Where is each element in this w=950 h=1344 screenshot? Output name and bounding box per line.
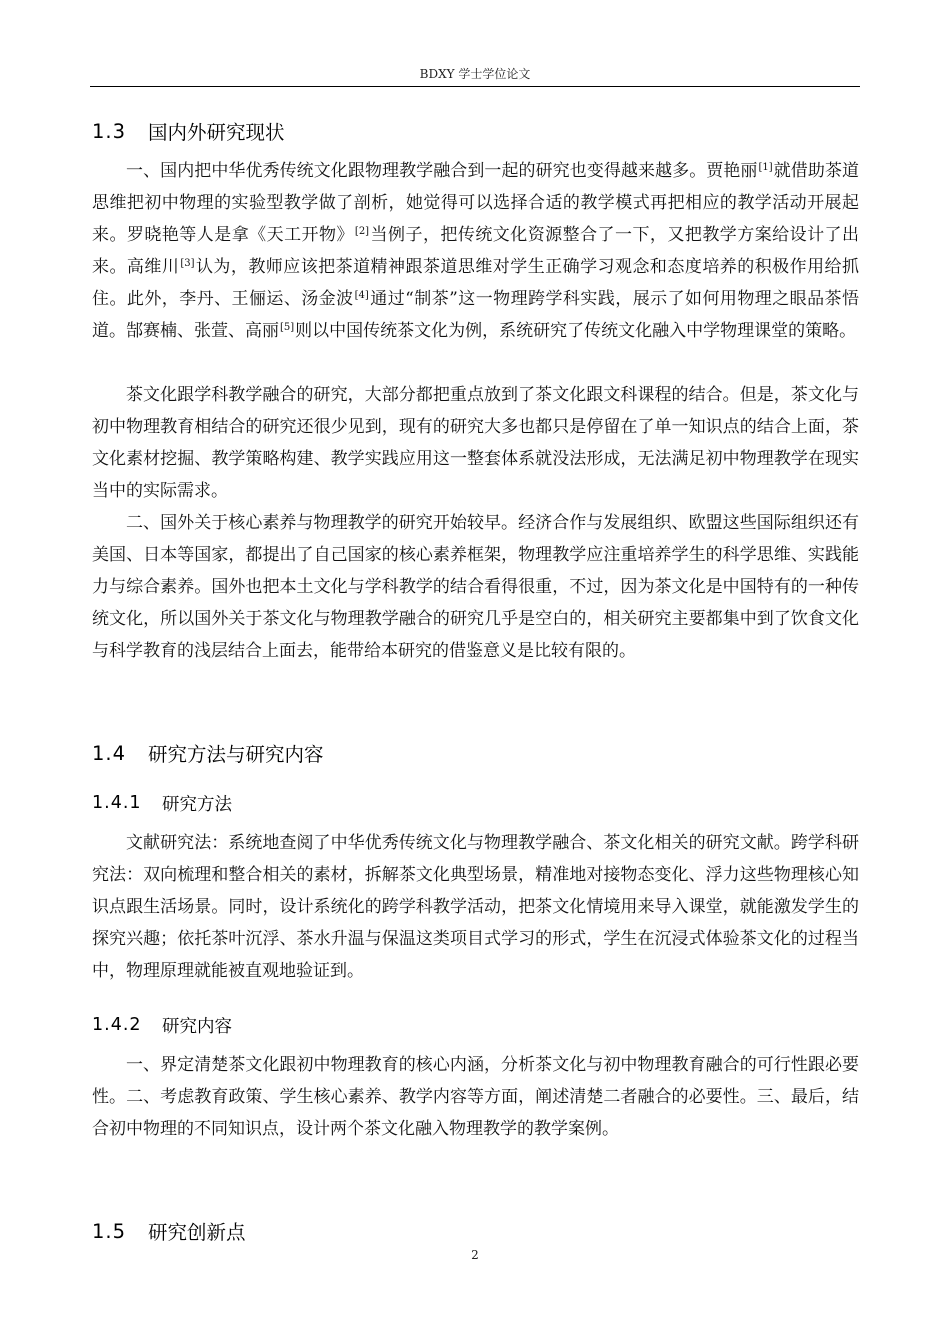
section-number: 1.4.2 [92, 1015, 142, 1035]
paragraph-research-content: 一、界定清楚茶文化跟初中物理教育的核心内涵，分析茶文化与初中物理教育融合的可行性跟必要性。二、考虑教育政策、学生核心素养、教学内容等方面，阐述清楚二者融合的必要性。三、最后，结合初中物理的不同知识点，设计两个茶文化融入物理教学的教学案例。 [92, 1055, 859, 1139]
header-rule [90, 86, 860, 87]
text-run: 认为，教师应该把茶道精神跟茶道思维对学生正确学习观念和态度培养的积极作用给抓住。此外，李丹、王俪运、汤金波 [92, 257, 860, 309]
text-run: 就借助茶道思维把初中物理的实验型教学做了剖析，她觉得可以选择合适的教学模式再把相应的教学活动开展起来。罗晓艳等人是拿《天工开物》 [92, 161, 860, 245]
paragraph-research-methods: 文献研究法：系统地查阅了中华优秀传统文化与物理教学融合、茶文化相关的研究文献。跨学科研究法：双向梳理和整合相关的素材，拆解茶文化典型场景，精准地对接物态变化、浮力这些物理核心知识点跟生活场景。同时，设计系统化的跨学科教学活动，把茶文化情境用来导入课堂，就能激发学生的探究兴趣；依托茶叶沉浮、茶水升温与保温这类项目式学习的形式，学生在沉浸式体验茶文化的过程当中，物理原理就能被直观地验证到。 [92, 833, 859, 981]
section-heading-1-5 [92, 1215, 246, 1247]
running-header: BDXY 学士学位论文 [419, 67, 531, 81]
section-number: 1.3 [92, 119, 127, 143]
section-title: 国内外研究现状 [148, 121, 285, 144]
text-run: 当例子，把传统文化资源整合了一下，又把教学方案给设计了出来。高维川 [92, 225, 860, 277]
section-heading-1-4 [92, 737, 324, 769]
page-number: 2 [471, 1248, 479, 1262]
section-number: 1.5 [92, 1219, 127, 1243]
section-number: 1.4.1 [92, 793, 142, 813]
text-run: 通过“制茶”这一物理跨学科实践，展示了如何用物理之眼品茶悟道。郜赛楠、张萱、高丽 [92, 289, 860, 341]
text-run: 则以中国传统茶文化为例，系统研究了传统文化融入中学物理课堂的策略。 [295, 321, 857, 341]
section-title: 研究内容 [162, 1016, 232, 1037]
paragraph-foreign-research: 二、国外关于核心素养与物理教学的研究开始较早。经济合作与发展组织、欧盟这些国际组织还有美国、日本等国家，都提出了自己国家的核心素养框架，物理教学应注重培养学生的科学思维、实践能力与综合素养。国外也把本土文化与学科教学的结合看得很重，不过，因为茶文化是中国特有的一种传统文化，所以国外关于茶文化与物理教学融合的研究几乎是空白的，相关研究主要都集中到了饮食文化与科学教育的浅层结合上面去，能带给本研究的借鉴意义是比较有限的。 [92, 513, 859, 661]
paragraph-domestic-research [92, 155, 859, 347]
section-number: 1.4 [92, 741, 127, 765]
text-run: 一、国内把中华优秀传统文化跟物理教学融合到一起的研究也变得越来越多。贾艳丽 [126, 161, 758, 181]
section-title: 研究方法与研究内容 [148, 743, 324, 766]
paragraph-tea-culture-integration: 茶文化跟学科教学融合的研究，大部分都把重点放到了茶文化跟文科课程的结合。但是，茶文化与初中物理教育相结合的研究还很少见到，现有的研究大多也都只是停留在了单一知识点的结合上面，茶文化素材挖掘、教学策略构建、教学实践应用这一整套体系就没法形成，无法满足初中物理教学在现实当中的实际需求。 [92, 385, 859, 501]
citation-2: [2] [354, 226, 370, 237]
citation-3: [3] [180, 258, 195, 269]
subsection-heading-1-4-1 [92, 789, 232, 817]
section-title: 研究创新点 [148, 1221, 246, 1244]
citation-4: [4] [354, 290, 369, 301]
citation-5: [5] [280, 322, 295, 333]
section-heading-1-3 [92, 115, 285, 147]
citation-1: [1] [758, 162, 773, 173]
subsection-heading-1-4-2 [92, 1011, 232, 1039]
section-title: 研究方法 [162, 794, 232, 815]
